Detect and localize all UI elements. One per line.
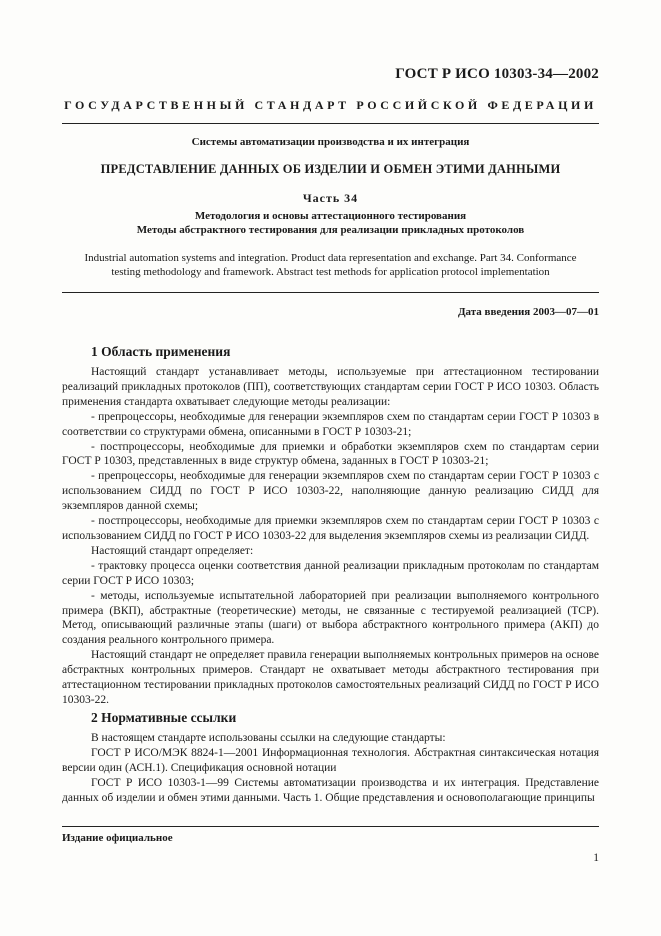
footer-rule (62, 826, 599, 827)
list-item: - постпроцессоры, необходимые для приемки и обработки экземпляров схем по стандартам серии ГОСТ Р 10303, представленных в виде структур обмена, заданных в ГОСТ Р 10303-21; (62, 440, 599, 468)
subtitle-2: Методы абстрактного тестирования для реализации прикладных протоколов (136, 224, 525, 236)
series-title: Системы автоматизации производства и их интеграция (191, 136, 470, 148)
subtitle-1: Методология и основы аттестационного тестирования (194, 210, 467, 222)
reference-item: ГОСТ Р ИСО/МЭК 8824-1—2001 Информационная технология. Абстрактная синтаксическая нотация версии один (АСН.1). Спецификация основной нотации (62, 746, 599, 774)
list-item: - препроцессоры, необходимые для генерации экземпляров схем по стандартам серии ГОСТ Р 10303 с использованием СИДД по ГОСТ Р ИСО 10303-22, наполняющие данную реализацию СИДД для экземпляров данной схемы; (62, 470, 599, 513)
list-item: - методы, используемые испытательной лабораторией при реализации выполняемого контрольного примера (ВКП), абстрактные (теоретические) методы, не связанные с тестируемой реализацией (ТСР). Метод, описывающий различные этапы (шаги) от выбора абстрактного контрольного примера (АКП) до создания реального контрольного примера. (62, 589, 599, 647)
document-id: ГОСТ Р ИСО 10303-34—2002 (395, 66, 599, 82)
state-standard-heading: ГОСУДАРСТВЕННЫЙ СТАНДАРТ РОССИЙСКОЙ ФЕДЕРАЦИИ (64, 98, 597, 112)
page-number: 1 (593, 852, 599, 864)
section-1-body (62, 365, 599, 708)
paragraph: Настоящий стандарт не определяет правила генерации выполняемых контрольных примеров на основе абстрактных контрольных примеров. Стандарт не охватывает методы абстрактного тестирования при аттестационном тестировании прикладных протоколов самостоятельных реализаций СИДД по ГОСТ Р ИСО 10303-22. (62, 649, 599, 706)
english-title: Industrial automation systems and integration. Product data representation and exchange. Part 34. Conformance testing methodology and framework. Abstract test methods for application protocol implementation (84, 252, 577, 278)
introduction-date: Дата введения 2003—07—01 (457, 306, 599, 318)
reference-item: ГОСТ Р ИСО 10303-1—99 Системы автоматизации производства и их интеграция. Представление данных об изделии и обмен этими данными. Часть 1. Общие представления и основополагающие принципы (62, 776, 599, 804)
list-item: - постпроцессоры, необходимые для приемки экземпляров схем по стандартам серии ГОСТ Р 10303 с использованием СИДД по ГОСТ Р ИСО 10303-22 для выделения экземпляров схемы из реализации СИДД. (62, 515, 599, 542)
main-title: ПРЕДСТАВЛЕНИЕ ДАННЫХ ОБ ИЗДЕЛИИ И ОБМЕН ЭТИМИ ДАННЫМИ (100, 162, 561, 176)
top-rule (62, 123, 599, 124)
section-2-heading: 2 Нормативные ссылки (91, 710, 237, 725)
list-item: - препроцессоры, необходимые для генерации экземпляров схем по стандартам серии ГОСТ Р 10303 в соответствии со структурами обмена, описанными в ГОСТ Р 10303-21; (62, 410, 599, 438)
list-item: - трактовку процесса оценки соответствия данной реализации прикладным протоколам по стандартам серии ГОСТ Р ИСО 10303; (62, 559, 599, 587)
paragraph: В настоящем стандарте использованы ссылки на следующие стандарты: (91, 732, 446, 744)
paragraph: Настоящий стандарт определяет: (91, 544, 254, 557)
paragraph: Настоящий стандарт устанавливает методы, используемые при аттестационном тестировании реализаций прикладных протоколов (ПП), соответствующих стандартам серии ГОСТ Р ИСО 10303. Область применения стандарта охватывает следующие методы реализации: (62, 366, 599, 408)
part-number: Часть 34 (302, 191, 359, 205)
title-rule (62, 292, 599, 293)
section-1-heading: 1 Область применения (91, 344, 231, 359)
official-edition-label: Издание официальное (62, 832, 173, 844)
section-2-body (62, 731, 599, 806)
